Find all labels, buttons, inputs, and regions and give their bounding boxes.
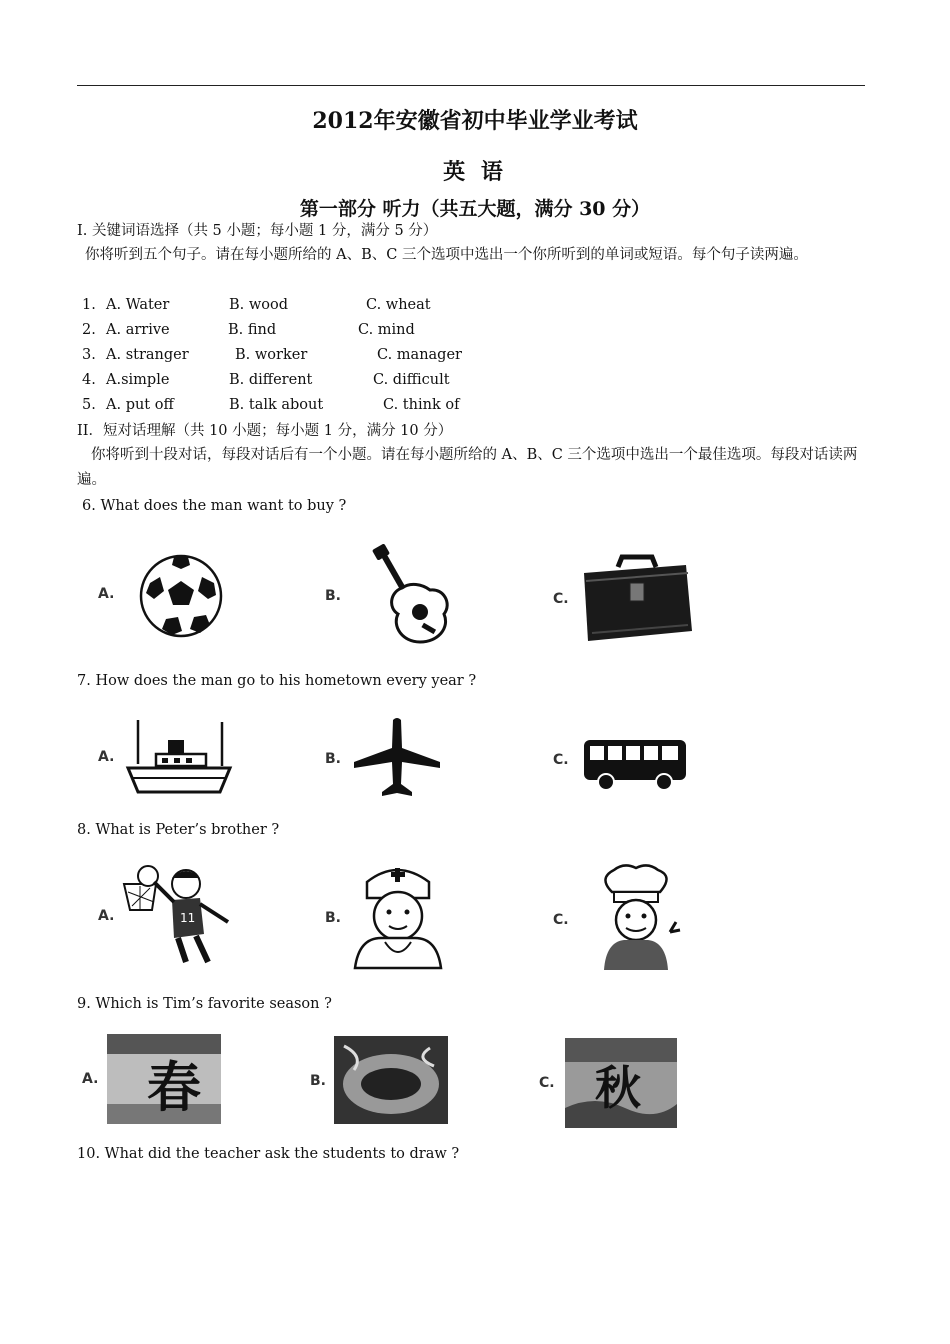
part-title: 第一部分 听力（共五大题，满分 30 分） [299,198,651,220]
option-a: A. arrive [106,322,170,338]
exam-title: 2012年安徽省初中毕业学业考试 [312,108,638,134]
option-c: C. difficult [373,372,450,388]
question-6: 6. What does the man want to buy ? [82,498,347,514]
option-c: C. mind [358,322,415,338]
option-letter-a: A. [82,1071,99,1087]
spring-char: 春 [147,1055,201,1119]
option-letter-c: C. [553,591,569,607]
question-7: 7. How does the man go to his hometown every year ? [77,673,477,689]
cook-icon [590,862,684,976]
section1-instruction: 你将听到五个句子。请在每小题所给的 A、B、C 三个选项中选出一个你所听到的单词或短语。每个句子读两遍。 [85,247,808,263]
guitar-icon [362,544,458,648]
question-8: 8. What is Peter’s brother ? [77,822,280,838]
autumn-char: 秋 [595,1061,641,1115]
airplane-icon [352,716,442,800]
option-letter-a: A. [98,586,115,602]
option-a: A.simple [106,372,170,388]
item-number: 3. [82,347,96,363]
option-letter-a: A. [98,749,115,765]
doctor-icon [345,858,451,970]
basketball-player-icon [120,862,238,970]
option-b: B. worker [235,347,308,363]
option-b: B. find [228,322,277,338]
item-number: 2. [82,322,96,338]
briefcase-icon [578,551,696,643]
option-letter-b: B. [325,751,341,767]
section1-heading: I. 关键词语选择（共 5 小题；每小题 1 分，满分 5 分） [77,223,438,239]
item-number: 4. [82,372,96,388]
spring-picture [107,1034,221,1124]
option-c: C. think of [383,397,460,413]
option-letter-c: C. [539,1075,555,1091]
option-a: A. Water [106,297,170,313]
section2-heading: II．短对话理解（共 10 小题；每小题 1 分，满分 10 分） [77,423,453,439]
option-a: A. stranger [106,347,189,363]
ship-icon [124,716,234,798]
section2-instruction: 你将听到十段对话，每段对话后有一个小题。请在每小题所给的 A、B、C 三个选项中选出一个最佳选项。每段对话读两遍。 [77,447,858,488]
option-letter-b: B. [325,910,341,926]
option-a: A. put off [106,397,174,413]
option-b: B. different [229,372,313,388]
option-b: B. wood [229,297,289,313]
question-9: 9. Which is Tim’s favorite season ? [77,996,332,1012]
item-number: 5. [82,397,96,413]
bus-icon [580,736,690,792]
subject-title: 英 语 [443,159,507,185]
top-rule [77,85,865,86]
option-letter-c: C. [553,912,569,928]
option-letter-c: C. [553,752,569,768]
svg-text:11: 11 [180,911,196,925]
item-number: 1. [82,297,96,313]
summer-picture [334,1036,448,1124]
football-icon [138,553,224,639]
option-letter-a: A. [98,908,115,924]
autumn-picture [565,1038,677,1128]
option-c: C. manager [377,347,462,363]
question-10: 10. What did the teacher ask the students to draw ? [77,1146,460,1162]
option-letter-b: B. [325,588,341,604]
option-letter-b: B. [310,1073,326,1089]
option-b: B. talk about [229,397,324,413]
option-c: C. wheat [366,297,431,313]
